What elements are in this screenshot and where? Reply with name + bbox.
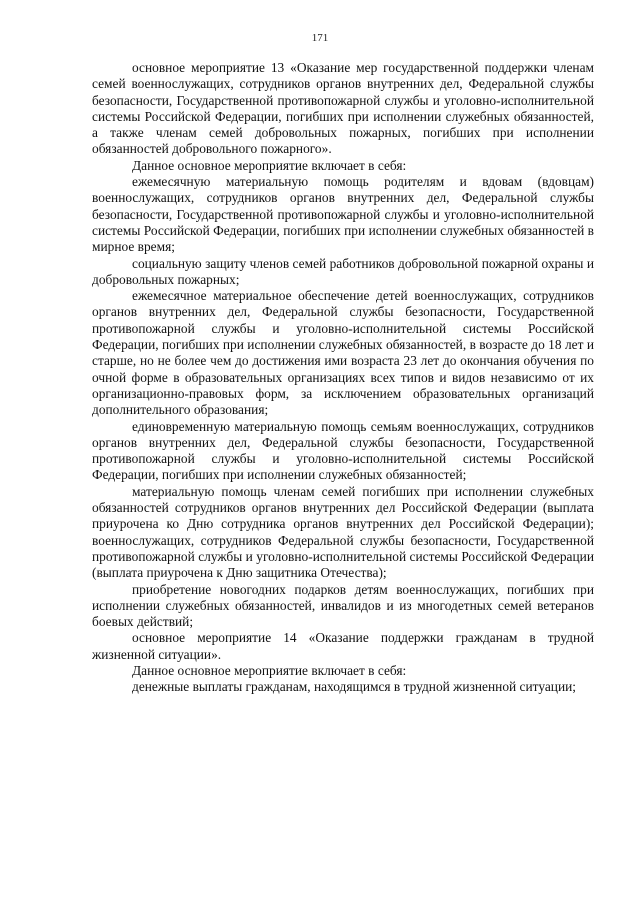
paragraph-lump-sum-aid: единовременную материальную помощь семьям военнослужащих, сотрудников органов внутренних дел, Федеральной службы безопасности, Государственной противопожарной службы и уголовно-исполнительной системы Российской Федерации, погибших при исполнении служебных обязанностей; <box>92 418 594 483</box>
page-number: 171 <box>311 32 329 44</box>
paragraph-includes-intro: Данное основное мероприятие включает в себя: <box>132 157 407 173</box>
paragraph-social-protection: социальную защиту членов семей работников добровольной пожарной охраны и добровольных пожарных; <box>92 255 594 287</box>
paragraph-monthly-aid-parents: ежемесячную материальную помощь родителям и вдовам (вдовцам) военнослужащих, сотрудников органов внутренних дел, Федеральной службы безопасности, Государственной противопожарной службы и уголовно-исполнительной системы Российской Федерации, погибших при исполнении служебных обязанностей в мирное время; <box>92 174 594 255</box>
paragraph-new-year-gifts: приобретение новогодних подарков детям военнослужащих, погибших при исполнении служебных обязанностей, инвалидов и из многодетных семей ветеранов боевых действий; <box>92 581 594 630</box>
paragraph-measure-13: основное мероприятие 13 «Оказание мер государственной поддержки членам семей военнослужащих, сотрудников органов внутренних дел, Федеральной службы безопасности, Государственной противопожарной службы и уголовно-исполнительной системы Российской Федерации, погибших при исполнении служебных обязанностей, а также членам семей добровольных пожарных, погибших при исполнении обязанностей добровольного пожарного». <box>92 60 594 157</box>
paragraph-cash-payments: денежные выплаты гражданам, находящимся в трудной жизненной ситуации; <box>132 679 576 695</box>
paragraph-material-aid: материальную помощь членам семей погибших при исполнении служебных обязанностей сотрудников органов внутренних дел Российской Федерации (выплата приурочена ко Дню сотрудника органов внутренних дел Российской Федерации); военнослужащих, сотрудников Федеральной службы безопасности, Государственной противопожарной службы и уголовно-исполнительной системы Российской Федерации (выплата приурочена к Дню защитника Отечества); <box>92 483 594 581</box>
document-body <box>92 60 594 696</box>
paragraph-children-support: ежемесячное материальное обеспечение детей военнослужащих, сотрудников органов внутренних дел, Федеральной службы безопасности, Государственной противопожарной службы и уголовно-исполнительной системы Российской Федерации, погибших при исполнении служебных обязанностей, в возрасте до 18 лет и старше, но не более чем до достижения ими возраста 23 лет до окончания обучения по очной форме в образовательных организациях всех типов и видов независимо от их организационно-правовых форм, за исключением образовательных организаций дополнительного образования; <box>92 288 594 418</box>
paragraph-includes-intro-2: Данное основное мероприятие включает в себя: <box>132 662 407 678</box>
paragraph-measure-14: основное мероприятие 14 «Оказание поддержки гражданам в трудной жизненной ситуации». <box>92 630 594 662</box>
